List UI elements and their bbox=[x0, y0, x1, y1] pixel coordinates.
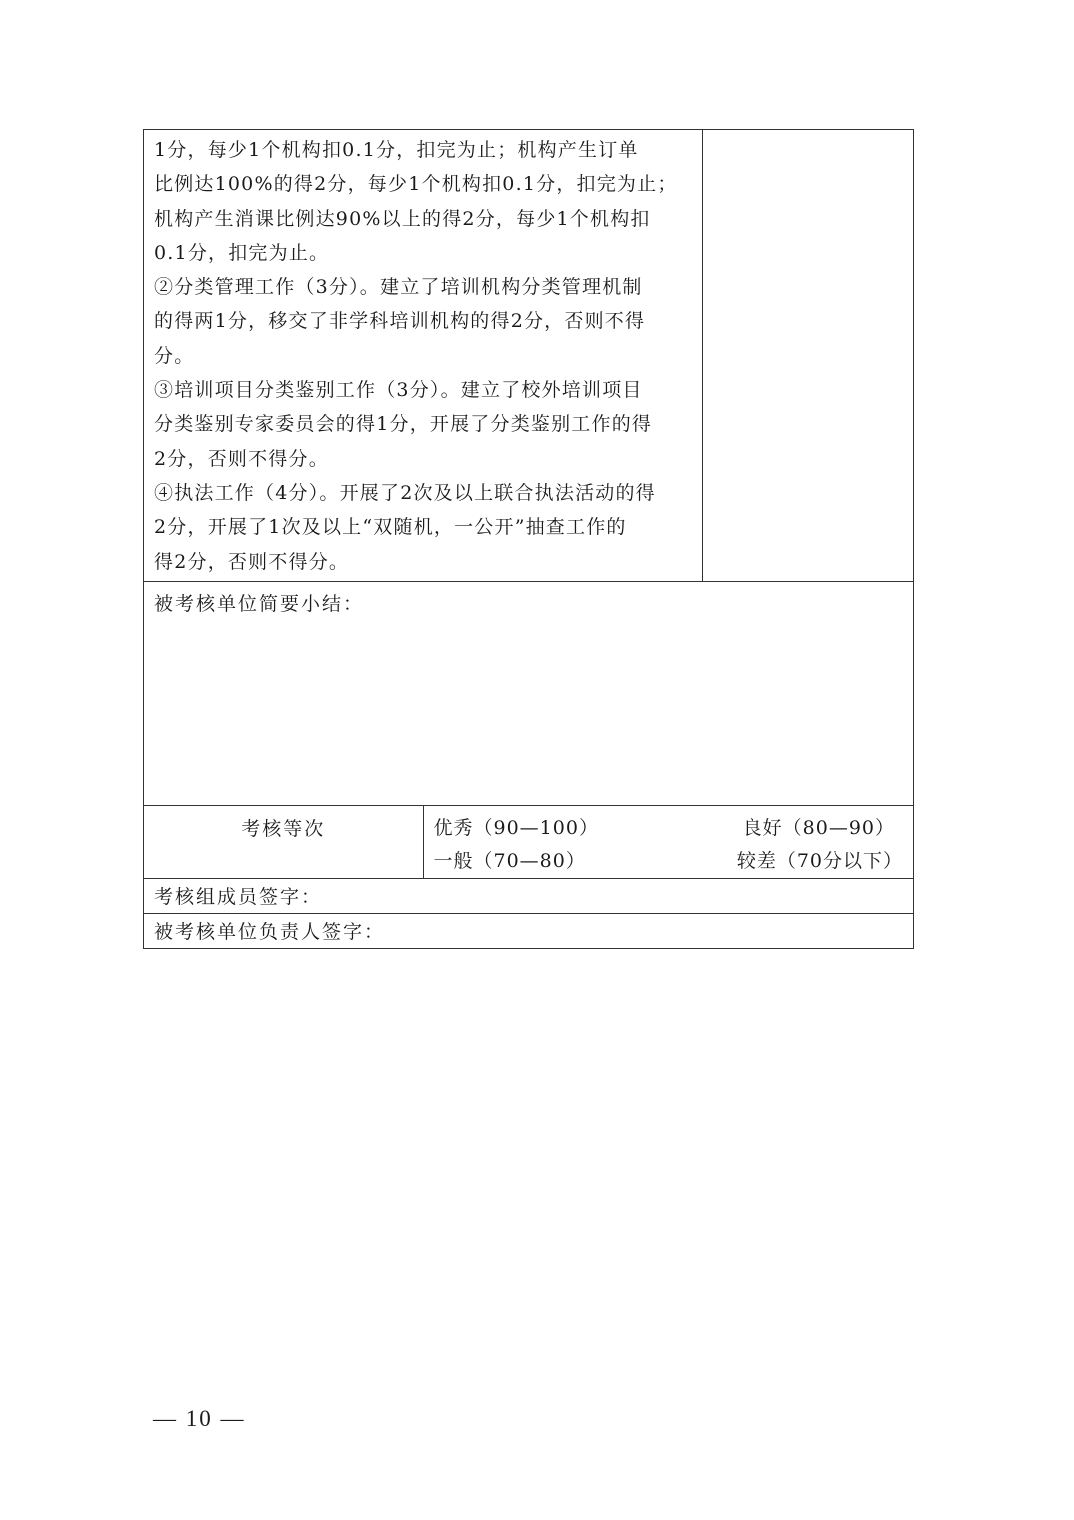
unit-head-signature-label: 被考核单位负责人签字： bbox=[144, 913, 914, 948]
grade-options-line bbox=[434, 812, 904, 845]
criteria-line: ④执法工作（4分）。开展了2次及以上联合执法活动的得 bbox=[154, 481, 656, 504]
team-signature-row bbox=[144, 878, 914, 913]
unit-head-signature-row bbox=[144, 913, 914, 948]
assessment-table bbox=[143, 129, 914, 949]
criteria-line: 0.1分，扣完为止。 bbox=[154, 241, 330, 264]
grade-good: 良好（80—90） bbox=[742, 816, 895, 839]
grade-row bbox=[144, 805, 914, 878]
criteria-line: 的得两1分，移交了非学科培训机构的得2分，否则不得 bbox=[154, 310, 646, 333]
grade-poor: 较差（70分以下） bbox=[736, 849, 903, 872]
summary-row bbox=[144, 581, 914, 805]
criteria-line: 2分，开展了1次及以上“双随机，一公开”抽查工作的 bbox=[154, 516, 627, 539]
criteria-cell bbox=[144, 130, 703, 582]
grade-label: 考核等次 bbox=[144, 805, 424, 878]
criteria-row bbox=[144, 130, 914, 582]
score-cell bbox=[703, 130, 914, 582]
page-number: — 10 — bbox=[153, 1406, 246, 1431]
criteria-line: 机构产生消课比例达90%以上的得2分，每少1个机构扣 bbox=[154, 207, 651, 230]
summary-cell bbox=[144, 581, 914, 805]
grade-options-line bbox=[434, 845, 904, 878]
criteria-line: 2分，否则不得分。 bbox=[154, 447, 329, 470]
team-signature-label: 考核组成员签字： bbox=[144, 878, 914, 913]
criteria-line: ③培训项目分类鉴别工作（3分）。建立了校外培训项目 bbox=[154, 379, 643, 402]
grade-options-cell bbox=[423, 805, 914, 878]
criteria-line: ②分类管理工作（3分）。建立了培训机构分类管理机制 bbox=[154, 276, 643, 299]
criteria-line: 得2分，否则不得分。 bbox=[154, 550, 350, 573]
criteria-line: 1分，每少1个机构扣0.1分，扣完为止；机构产生订单 bbox=[154, 139, 639, 161]
grade-average: 一般（70—80） bbox=[433, 849, 586, 872]
grade-excellent: 优秀（90—100） bbox=[433, 816, 599, 839]
summary-label: 被考核单位简要小结： bbox=[154, 592, 365, 615]
criteria-line: 分类鉴别专家委员会的得1分，开展了分类鉴别工作的得 bbox=[154, 413, 653, 436]
criteria-line: 分。 bbox=[154, 344, 195, 367]
criteria-line: 比例达100%的得2分，每少1个机构扣0.1分，扣完为止； bbox=[154, 173, 678, 196]
